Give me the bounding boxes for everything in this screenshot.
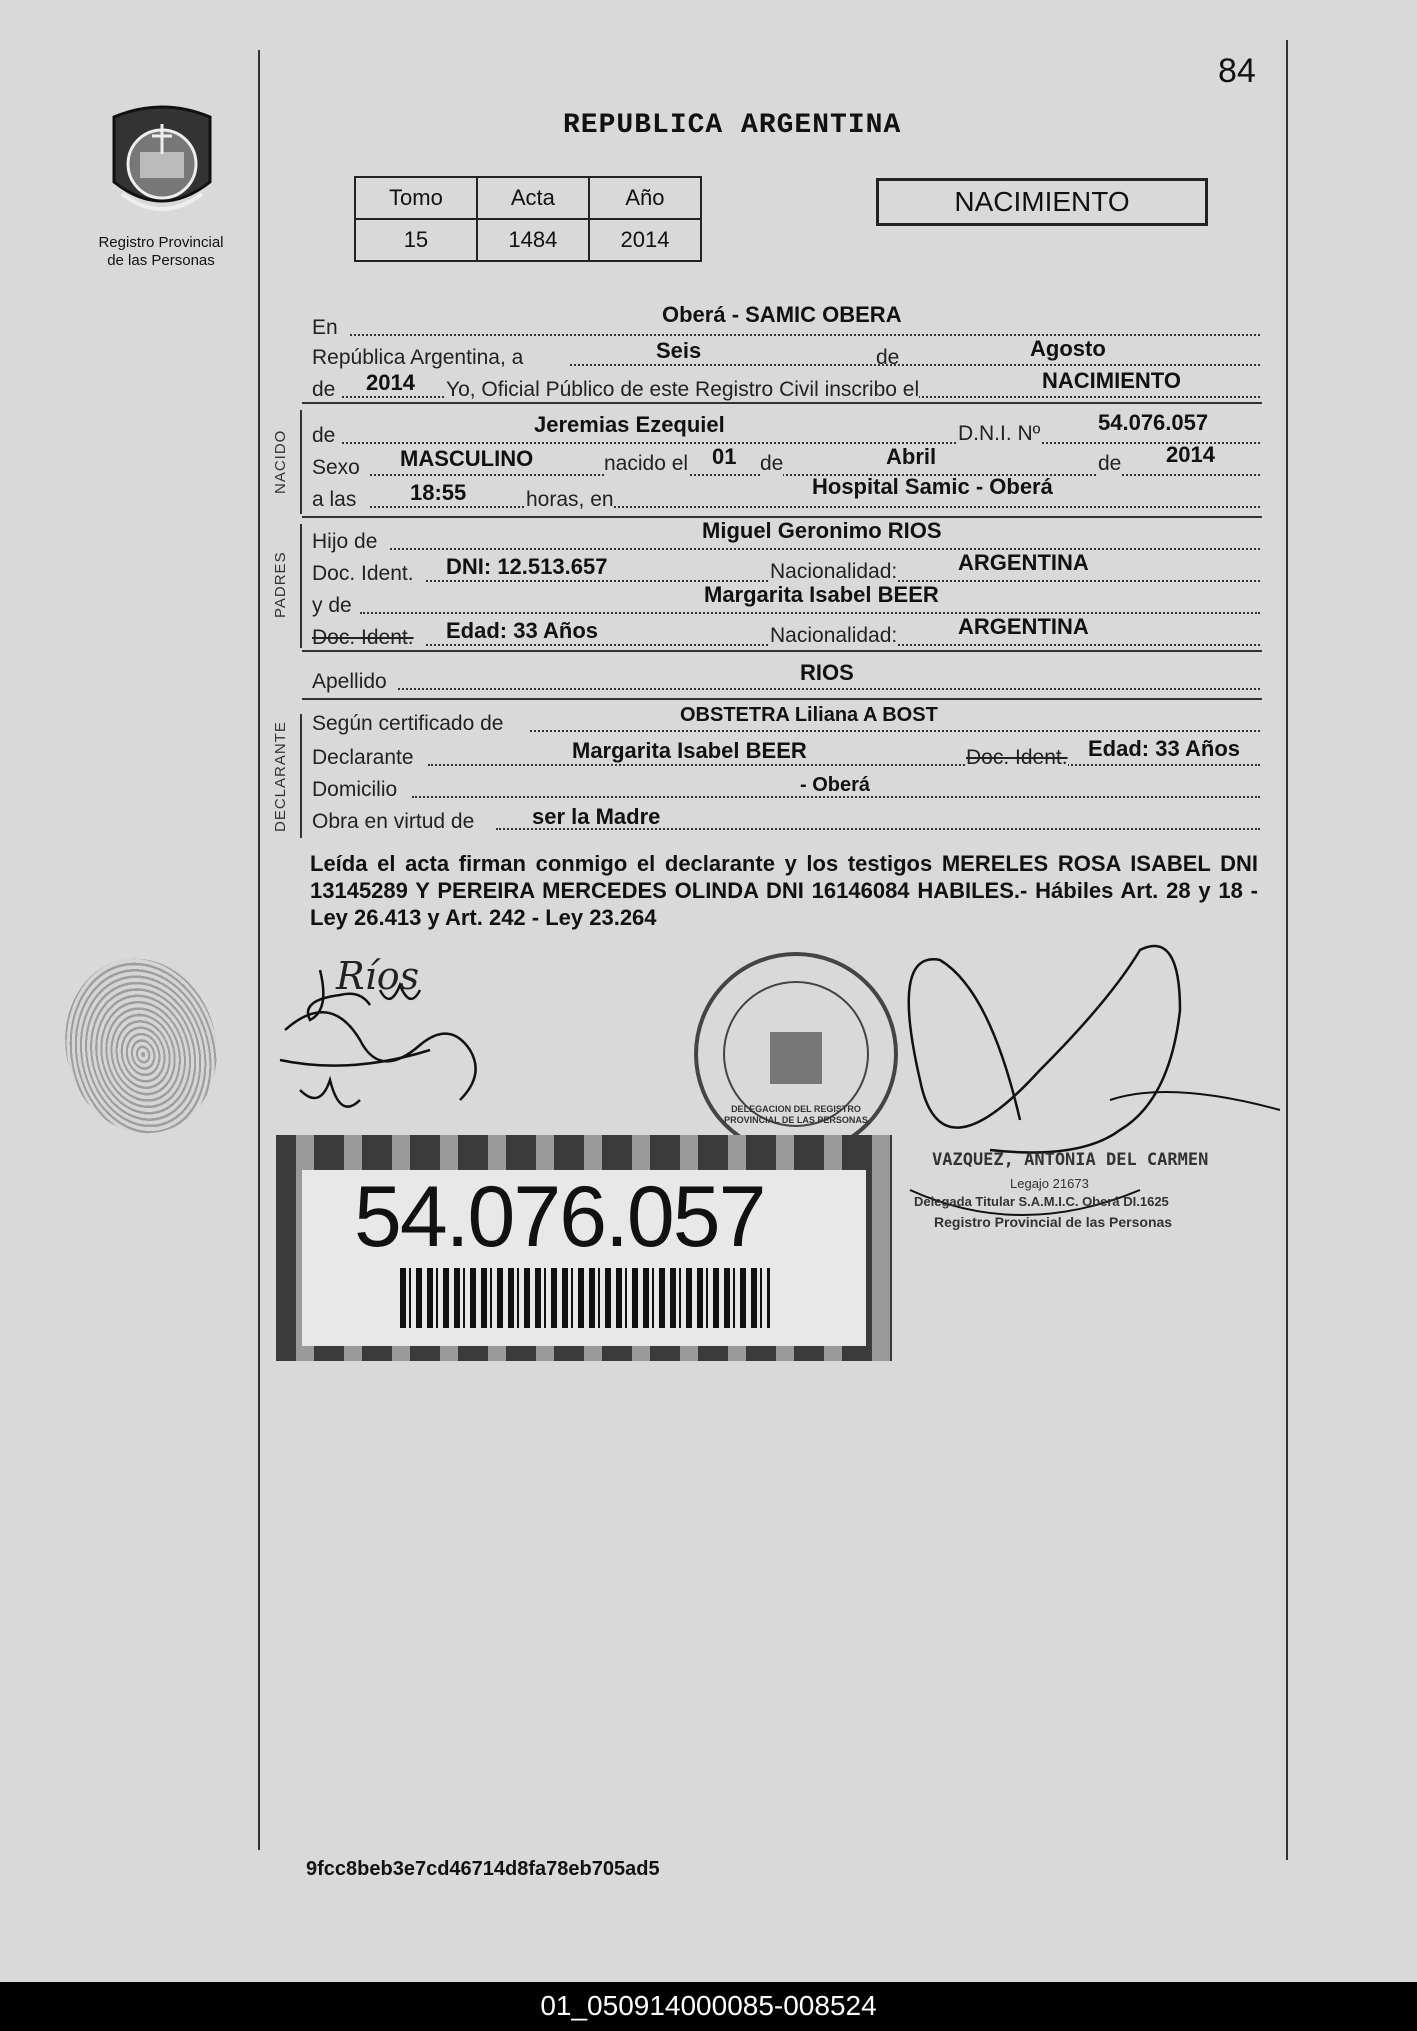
table-value-ano: 2014 — [589, 219, 701, 261]
padres-section-label: PADRES — [272, 551, 289, 618]
table-value-tomo: 15 — [355, 219, 477, 261]
signature-left — [270, 950, 510, 1130]
month-value: Agosto — [1030, 336, 1106, 361]
dots — [390, 548, 1260, 550]
table-header-ano: Año — [589, 177, 701, 219]
day-word: Seis — [656, 338, 702, 363]
de-year-label: de — [312, 378, 336, 401]
father-name: Miguel Geronimo RIOS — [702, 518, 942, 543]
mother-nationality: ARGENTINA — [958, 614, 1089, 639]
document-title: REPUBLICA ARGENTINA — [563, 110, 902, 141]
table-header-tomo: Tomo — [355, 177, 477, 219]
declarante-doc-label: Doc. Ident. — [966, 746, 1068, 769]
child-dni: 54.076.057 — [1098, 410, 1209, 435]
dni-label: D.N.I. Nº — [958, 422, 1041, 445]
apellido-separator — [302, 698, 1262, 700]
declarante-label: Declarante — [312, 746, 414, 769]
cert-value: OBSTETRA Liliana A BOST — [680, 704, 938, 726]
dots — [350, 334, 1260, 336]
round-official-stamp — [686, 944, 906, 1144]
record-table — [354, 176, 702, 262]
horas-label: horas, en — [526, 488, 614, 511]
domicilio-label: Domicilio — [312, 778, 398, 801]
registry-label — [80, 234, 242, 270]
padres-separator — [302, 650, 1262, 652]
left-margin-line — [258, 50, 260, 1850]
dots — [530, 730, 1260, 732]
official-stamp-line2: Legajo 21673 — [1010, 1176, 1089, 1191]
closing-paragraph: Leída el acta firman conmigo el declarante y los testigos MERELES ROSA ISABEL DNI 13145289 Y PEREIRA MERCEDES OLINDA DNI 16146084 HABILES.- Hábiles Art. 28 y 18 - Ley 26.413 y Art. 242 - Ley 23.264 — [310, 851, 1258, 930]
en-label: En — [312, 316, 338, 339]
document-hash: 9fcc8beb3e7cd46714d8fa78eb705ad5 — [306, 1858, 660, 1880]
nacido-section-label: NACIDO — [272, 429, 289, 494]
birth-time: 18:55 — [410, 480, 467, 505]
virtud-label: Obra en virtud de — [312, 810, 475, 833]
birth-month: Abril — [886, 444, 937, 469]
dots — [570, 364, 1260, 366]
oficial-text: Yo, Oficial Público de este Registro Civil inscribo el — [446, 378, 920, 401]
father-doc-label: Doc. Ident. — [312, 562, 414, 585]
padres-section-line — [300, 524, 302, 648]
apellido-value: RIOS — [800, 660, 854, 685]
official-stamp-line3: Delegada Titular S.A.M.I.C. Oberá DI.1625 — [914, 1194, 1169, 1209]
fingerprint-image — [47, 942, 235, 1149]
cert-label: Según certificado de — [312, 712, 504, 735]
footer-id: 01_050914000085-008524 — [540, 1990, 877, 2021]
declarante-name: Margarita Isabel BEER — [572, 738, 807, 763]
event-value: NACIMIENTO — [1042, 368, 1181, 393]
child-name: Jeremias Ezequiel — [534, 412, 725, 437]
republica-label: República Argentina, a — [312, 346, 524, 369]
y-de-label: y de — [312, 594, 352, 617]
birth-place: Hospital Samic - Oberá — [812, 474, 1053, 499]
dots — [398, 688, 1260, 690]
apellido-label: Apellido — [312, 670, 387, 693]
virtud-value: ser la Madre — [532, 804, 661, 829]
mother-doc: Edad: 33 Años — [446, 618, 598, 643]
official-signature-stamp — [880, 930, 1300, 1250]
page-number: 84 — [1218, 52, 1256, 90]
barcode-number: 54.076.057 — [354, 1169, 765, 1265]
nacido-de-label2: de — [760, 452, 784, 475]
mother-nat-label: Nacionalidad: — [770, 624, 898, 647]
birth-day: 01 — [712, 444, 737, 469]
a-las-label: a las — [312, 488, 357, 511]
father-nat-label: Nacionalidad: — [770, 560, 898, 583]
declarante-section-line — [300, 714, 302, 838]
dots — [428, 764, 1260, 766]
nacido-el-label: nacido el — [604, 452, 689, 475]
mother-doc-label: Doc. Ident. — [312, 626, 414, 649]
declarante-section-label: DECLARANTE — [272, 721, 289, 832]
barcode-bars — [400, 1268, 770, 1328]
table-header-acta: Acta — [477, 177, 589, 219]
hijo-label: Hijo de — [312, 530, 378, 553]
mother-name: Margarita Isabel BEER — [704, 582, 939, 607]
nacido-section-line — [300, 410, 302, 514]
doc-type-box: NACIMIENTO — [876, 178, 1208, 226]
intro-separator — [302, 402, 1262, 404]
dots — [342, 442, 1260, 444]
signature-text: Ríos — [336, 954, 420, 998]
round-stamp-text: DELEGACION DEL REGISTRO PROVINCIAL DE LAS PERSONAS — [724, 1104, 868, 1125]
sexo-value: MASCULINO — [400, 446, 534, 471]
registry-line2: de las Personas — [107, 252, 215, 269]
province-seal-logo — [104, 102, 220, 222]
year-value: 2014 — [366, 370, 415, 395]
sexo-label: Sexo — [312, 456, 360, 479]
official-stamp-line4: Registro Provincial de las Personas — [934, 1214, 1173, 1230]
declarante-doc: Edad: 33 Años — [1088, 736, 1240, 761]
father-doc: DNI: 12.513.657 — [446, 554, 608, 579]
birth-year: 2014 — [1166, 442, 1215, 467]
father-nationality: ARGENTINA — [958, 550, 1089, 575]
dots — [360, 612, 1260, 614]
nacido-de-label3: de — [1098, 452, 1122, 475]
dots — [370, 506, 1260, 508]
table-value-acta: 1484 — [477, 219, 589, 261]
official-stamp-line1: VAZQUEZ, ANTONIA DEL CARMEN — [932, 1150, 1209, 1170]
domicilio-value: - Oberá — [800, 774, 871, 796]
place-value: Oberá - SAMIC OBERA — [662, 302, 902, 327]
nacido-de-label: de — [312, 424, 336, 447]
de-label: de — [876, 346, 900, 369]
registry-line1: Registro Provincial — [98, 234, 224, 251]
